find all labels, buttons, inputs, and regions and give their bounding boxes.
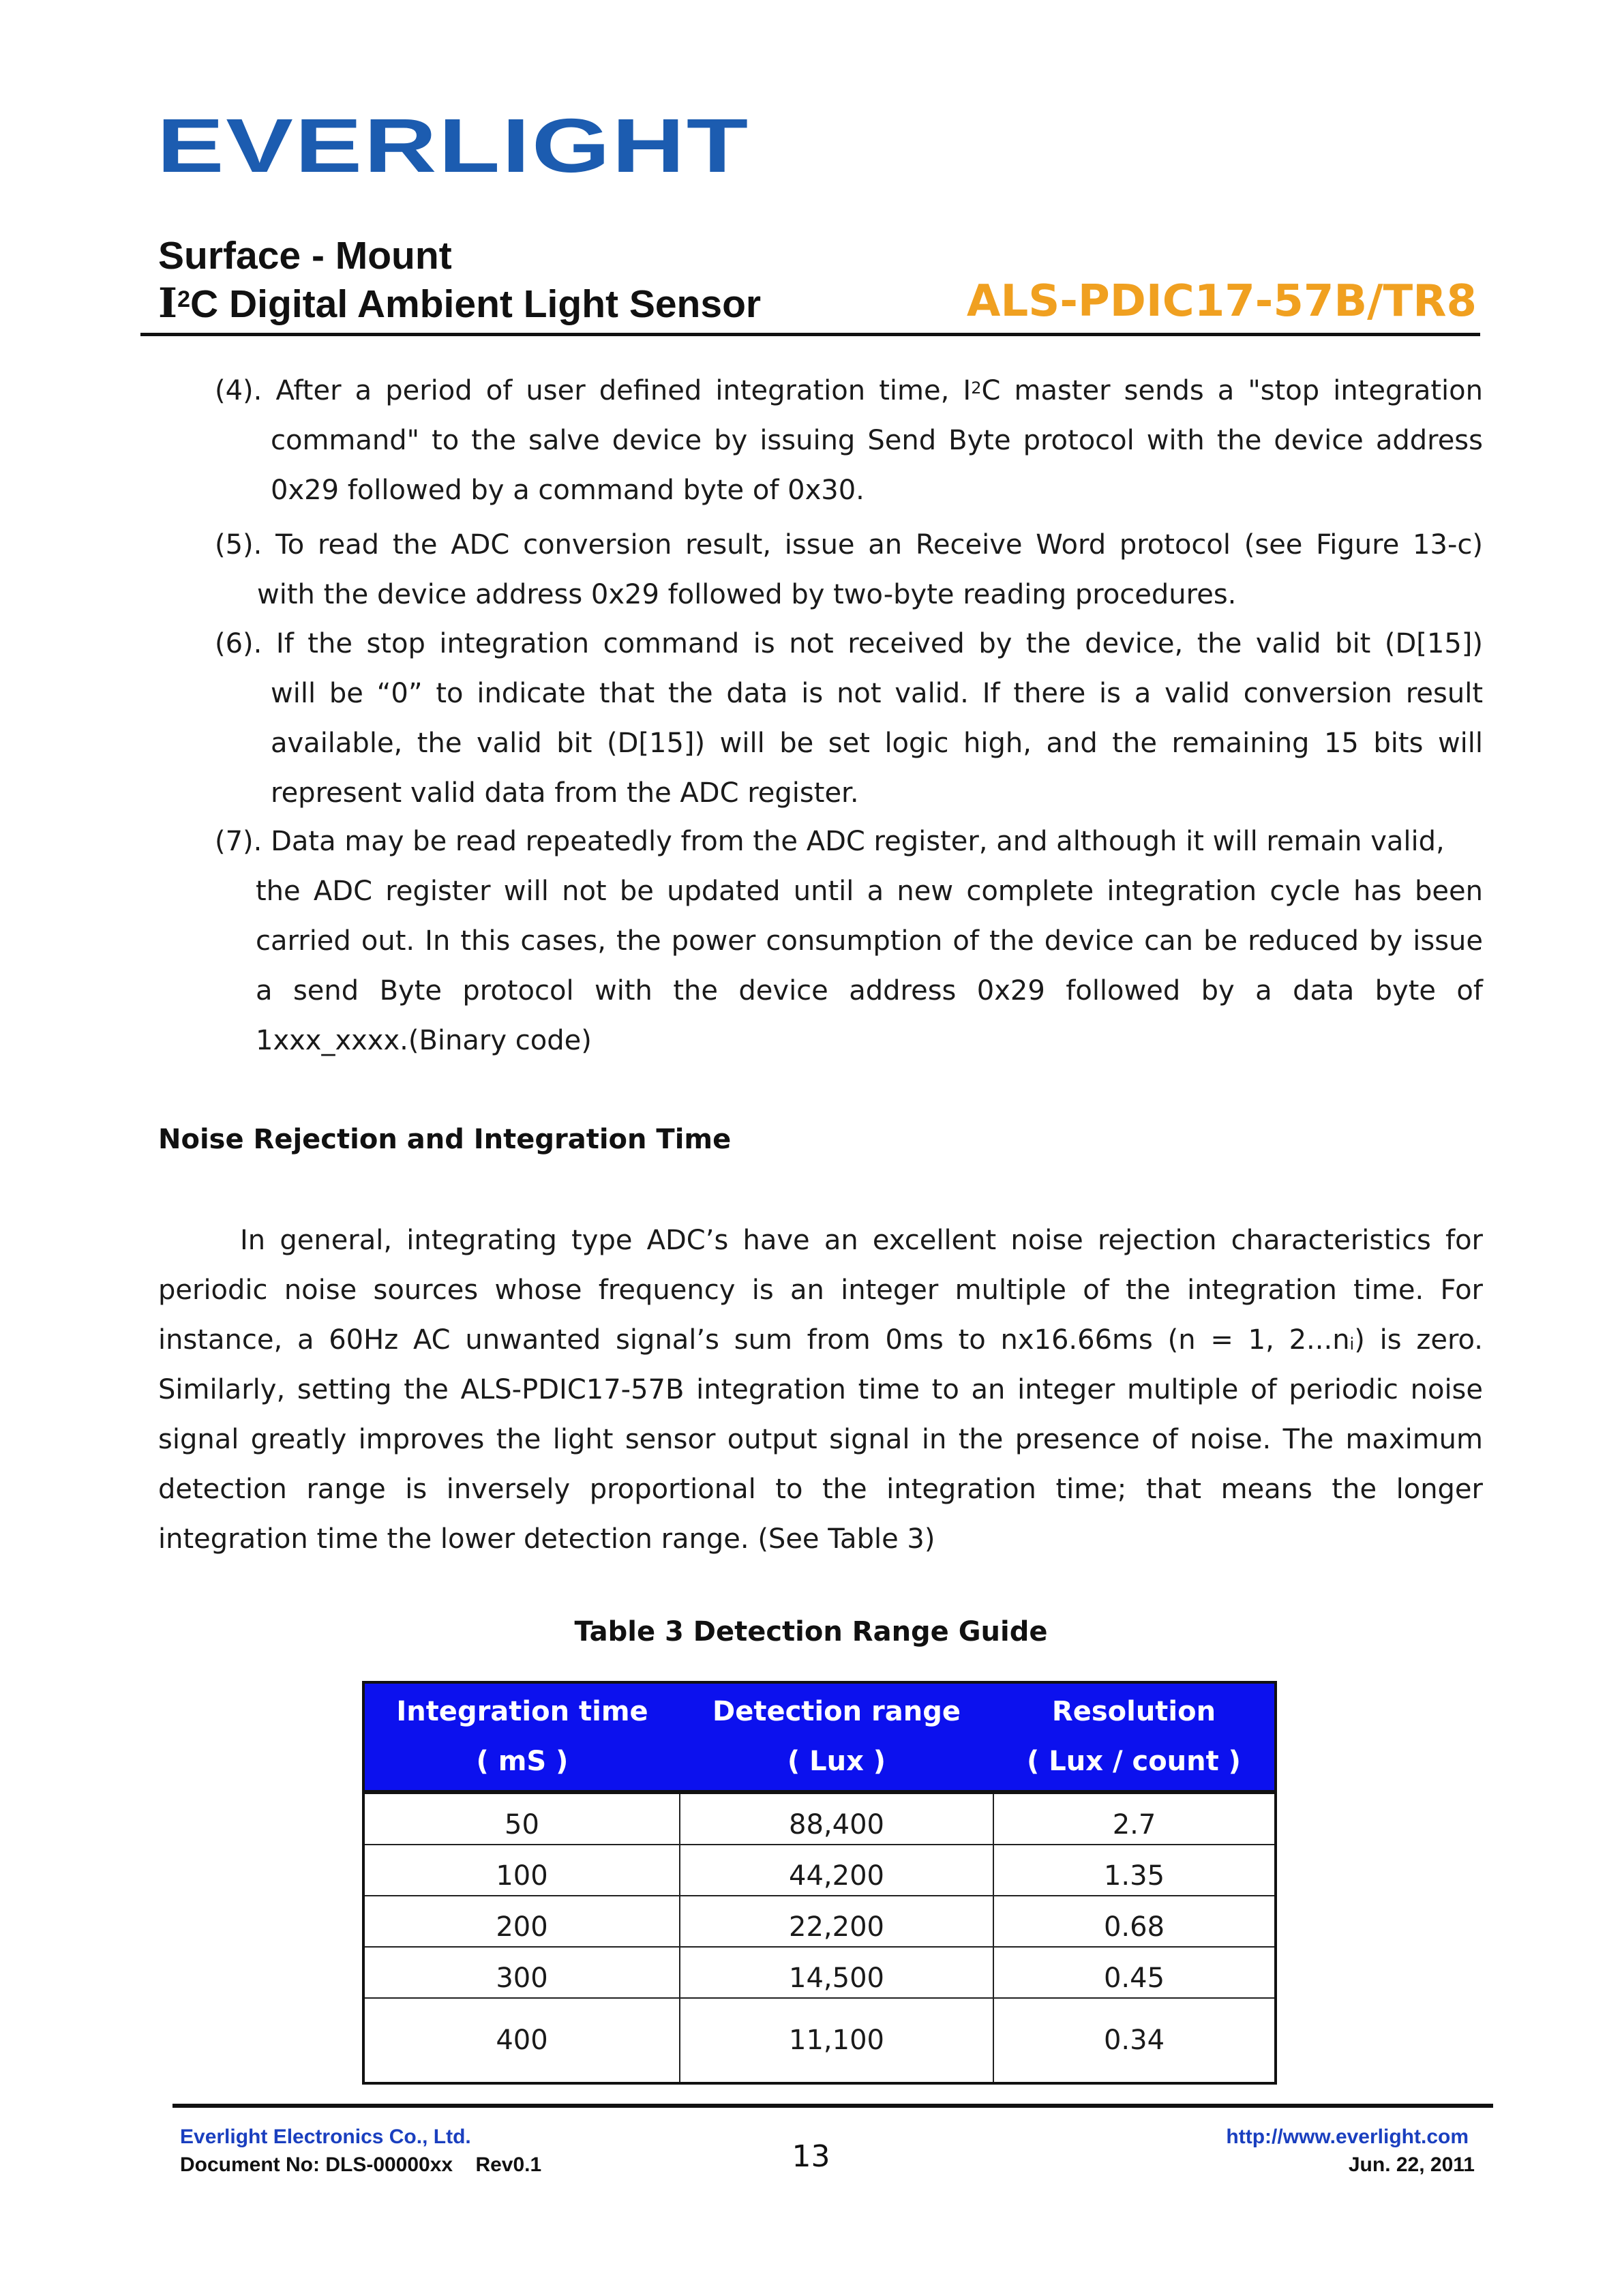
column-header-integration-time: [363, 1682, 680, 1792]
column-title: Detection range: [712, 1696, 961, 1727]
column-unit: ( Lux / count ): [1027, 1746, 1241, 1777]
noise-line-3: instance, a 60Hz AC unwanted signal’s sum from 0ms to nx16.66ms (n = 1, 2...ni) is zero.: [158, 1324, 1483, 1356]
noise-line-1: In general, integrating type ADC’s have an excellent noise rejection characteristics for: [240, 1225, 1483, 1256]
step-5-line-2: with the device address 0x29 followed by two-byte reading procedures.: [257, 579, 1237, 610]
noise-line-6: detection range is inversely proportional to the integration time; that means the longer: [158, 1474, 1483, 1505]
table-row: [363, 1947, 1276, 1998]
column-header-resolution: [993, 1682, 1276, 1792]
table-cell: 22,200: [680, 1896, 993, 1947]
table-row: [363, 1792, 1276, 1845]
step-4-line-3: 0x29 followed by a command byte of 0x30.: [271, 475, 865, 506]
table-cell: 0.45: [993, 1947, 1276, 1998]
table-cell: 11,100: [680, 1998, 993, 2083]
table-cell: 0.34: [993, 1998, 1276, 2083]
table-caption: Table 3 Detection Range Guide: [574, 1616, 1048, 1648]
table-row: [363, 1896, 1276, 1947]
step-6-line-4: represent valid data from the ADC register.: [271, 777, 859, 809]
product-title-prefix: I: [158, 280, 178, 327]
table-cell: 200: [363, 1896, 680, 1947]
noise-line-4: Similarly, setting the ALS-PDIC17-57B integration time to an integer multiple of periodic noise: [158, 1374, 1483, 1405]
table-row: [363, 1998, 1276, 2083]
column-title: Integration time: [396, 1696, 648, 1727]
step-6-line-3: available, the valid bit (D[15]) will be set logic high, and the remaining 15 bits will: [271, 728, 1483, 759]
noise-line-5: signal greatly improves the light sensor output signal in the presence of noise. The maximum: [158, 1424, 1483, 1455]
table-cell: 88,400: [680, 1792, 993, 1845]
section-heading: Noise Rejection and Integration Time: [158, 1124, 732, 1155]
step-7-line-1: (7). Data may be read repeatedly from the ADC register, and although it will remain valid,: [215, 826, 1445, 857]
noise-line-7: integration time the lower detection range. (See Table 3): [158, 1523, 935, 1555]
header-divider: [140, 333, 1480, 336]
step-7-line-2: the ADC register will not be updated until a new complete integration cycle has been: [256, 876, 1483, 907]
product-category: Surface - Mount: [158, 234, 452, 278]
footer-url-link[interactable]: http://www.everlight.com: [1226, 2126, 1469, 2148]
noise-line-2: periodic noise sources whose frequency is an integer multiple of the integration time. For: [158, 1274, 1483, 1306]
table-header-row: [363, 1682, 1276, 1792]
column-unit: ( Lux ): [787, 1746, 886, 1777]
page-number: 13: [792, 2139, 830, 2174]
table-row: [363, 1845, 1276, 1896]
step-6: [215, 619, 1483, 818]
product-title-rest: C Digital Ambient Light Sensor: [190, 282, 762, 326]
table-cell: 50: [363, 1792, 680, 1845]
table-cell: 44,200: [680, 1845, 993, 1896]
step-7: [215, 817, 1483, 1066]
table-cell: 400: [363, 1998, 680, 2083]
step-4: [215, 366, 1483, 516]
column-title: Resolution: [1051, 1696, 1216, 1727]
step-6-line-1: (6). If the stop integration command is not received by the device, the valid bit (D[15]): [215, 628, 1483, 659]
table-cell: 1.35: [993, 1845, 1276, 1896]
table-cell: 100: [363, 1845, 680, 1896]
step-5-line-1: (5). To read the ADC conversion result, issue an Receive Word protocol (see Figure 13-c): [215, 529, 1483, 561]
step-7-line-3: carried out. In this cases, the power consumption of the device can be reduced by issue: [256, 925, 1483, 957]
product-title-superscript: 2: [177, 286, 190, 312]
table-cell: 0.68: [993, 1896, 1276, 1947]
everlight-logo: EVERLIGHT: [157, 103, 750, 188]
column-header-detection-range: [680, 1682, 993, 1792]
noise-paragraph: [158, 1216, 1483, 1564]
step-6-line-2: will be “0” to indicate that the data is not valid. If there is a valid conversion result: [271, 678, 1483, 709]
footer-date: Jun. 22, 2011: [1348, 2153, 1475, 2176]
step-7-line-4: a send Byte protocol with the device address 0x29 followed by a data byte of: [256, 975, 1483, 1007]
step-4-line-1: (4). After a period of user defined integration time, $I^2C$ master sends a "stop integration: [215, 375, 1483, 406]
table-cell: 300: [363, 1947, 680, 1998]
footer-company: Everlight Electronics Co., Ltd.: [180, 2126, 471, 2148]
footer-document-number: Document No: DLS-00000xx Rev0.1: [180, 2153, 542, 2176]
step-7-line-5: 1xxx_xxxx.(Binary code): [256, 1025, 592, 1056]
column-unit: ( mS ): [476, 1746, 569, 1777]
product-title: [158, 280, 761, 328]
detection-range-table: [362, 1681, 1277, 2085]
step-5: [215, 520, 1483, 620]
table-cell: 2.7: [993, 1792, 1276, 1845]
part-number: ALS-PDIC17-57B/TR8: [966, 276, 1477, 327]
step-4-line-2: command" to the salve device by issuing Send Byte protocol with the device address: [271, 425, 1483, 456]
table-cell: 14,500: [680, 1947, 993, 1998]
footer-divider: [172, 2104, 1493, 2108]
